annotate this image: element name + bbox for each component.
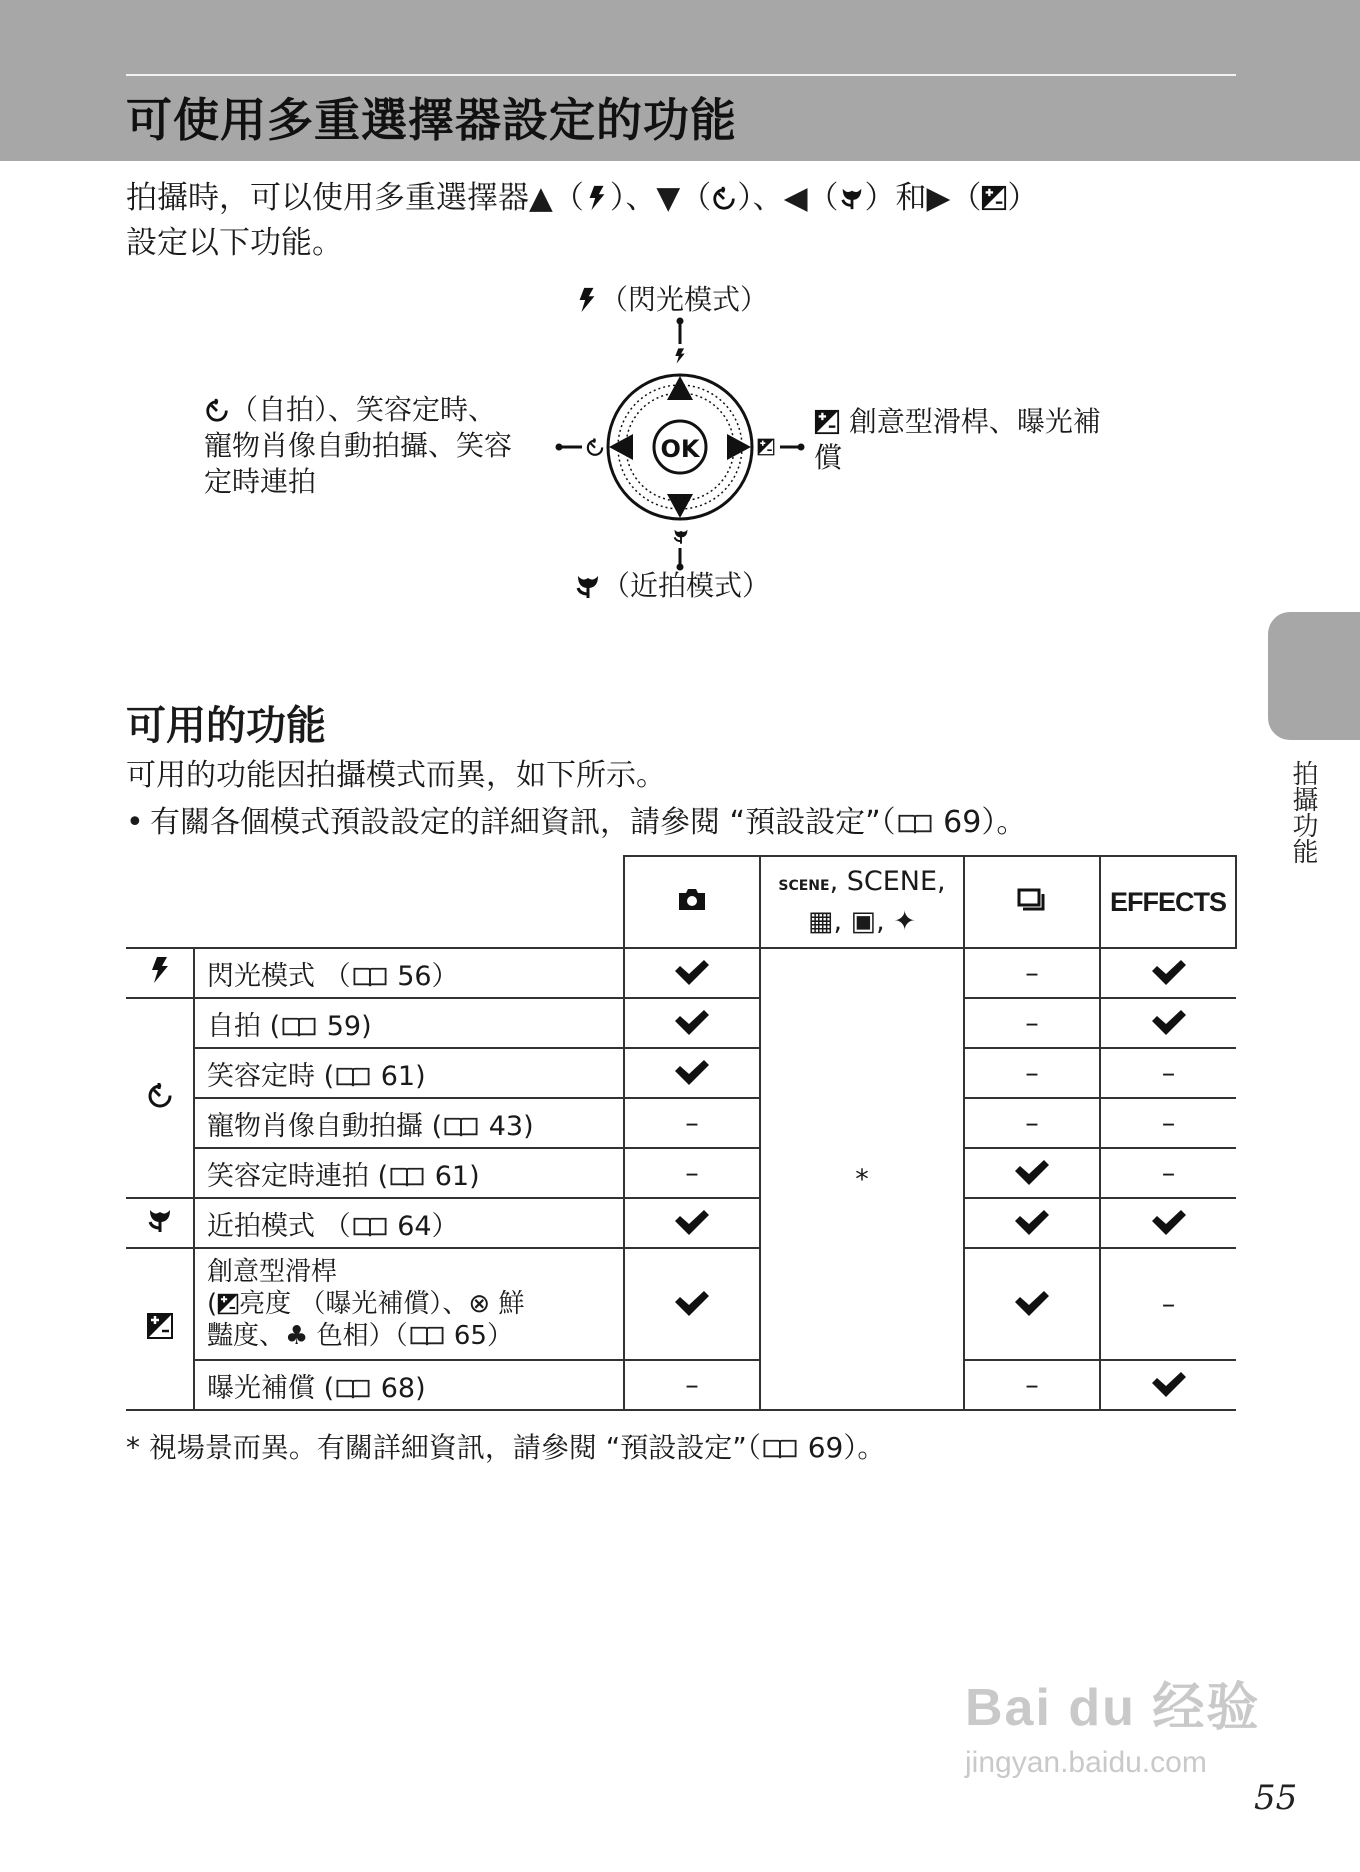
book-icon: [280, 1016, 318, 1038]
multi-selector-diagram: [0, 270, 1360, 620]
macro-icon: [574, 572, 602, 600]
flash-mode-label: （閃光模式）: [574, 282, 768, 318]
table-header-row: [126, 856, 1236, 948]
exposure-icon: [217, 1293, 239, 1315]
check-icon: [1012, 1159, 1052, 1187]
table-row: 自拍 ( 59) –: [126, 998, 1236, 1048]
check-icon: [1012, 1290, 1052, 1318]
exposure-icon: [981, 185, 1007, 211]
chapter-label: 拍攝功能: [1288, 760, 1318, 864]
section-paragraph: 可用的功能因拍攝模式而異，如下所示。: [126, 758, 666, 793]
self-timer-icon: [146, 1081, 174, 1109]
scene-auto-icon: SCENE: [778, 878, 830, 894]
table-row: 曝光補償 ( 68) – –: [126, 1360, 1236, 1410]
scene-column-cell: *: [760, 948, 964, 1410]
down-triangle-icon: ▼: [656, 180, 681, 216]
functions-table: [126, 855, 1237, 1411]
header-rule: [126, 74, 1236, 76]
right-triangle-icon: ▶: [926, 180, 951, 216]
continuous-icon: [1017, 886, 1047, 912]
flash-icon: [584, 185, 610, 211]
page-title: 可使用多重選擇器設定的功能: [126, 93, 737, 147]
table-row: 閃光模式 （ 56） * –: [126, 948, 1236, 998]
table-row: 笑容定時 ( 61) – –: [126, 1048, 1236, 1098]
macro-icon: [146, 1206, 174, 1234]
check-icon: [1149, 1009, 1189, 1037]
macro-mode-label: （近拍模式）: [574, 568, 770, 604]
chapter-tab: [1268, 612, 1360, 740]
page-number: 55: [1254, 1778, 1298, 1818]
section-heading: 可用的功能: [126, 703, 326, 749]
self-timer-label: （自拍）、笑容定時、 寵物肖像自動拍攝、笑容 定時連拍: [204, 393, 513, 498]
up-triangle-icon: ▲: [529, 180, 553, 216]
table-row: 創意型滑桿 ( 亮度 （曝光補償）、⊗ 鮮 豔度、♣ 色相）（ 65） –: [126, 1248, 1236, 1360]
check-icon: [1149, 1209, 1189, 1237]
self-timer-icon: [711, 185, 737, 211]
check-icon: [672, 1009, 712, 1037]
book-icon: [351, 966, 389, 988]
book-icon: [351, 1216, 389, 1238]
exposure-label: 創意型滑桿、曝光補 償: [814, 405, 1101, 474]
table-row: 寵物肖像自動拍攝 ( 43) – – –: [126, 1098, 1236, 1148]
table-row: 笑容定時連拍 ( 61) – –: [126, 1148, 1236, 1198]
book-icon: [334, 1378, 372, 1400]
book-icon: [442, 1116, 480, 1138]
bullet-item: • 有關各個模式預設設定的詳細資訊，請參閱 “預設設定”（ 69）。: [126, 805, 1027, 840]
intro-paragraph: 拍攝時，可以使用多重選擇器▲（ ）、▼（ ）、◀（ ）和▶（ ） 設定以下功能。: [126, 180, 1039, 261]
book-icon: [896, 813, 934, 835]
check-icon: [672, 1209, 712, 1237]
book-icon: [334, 1066, 372, 1088]
auto-mode-header: [624, 856, 760, 948]
table-row: 近拍模式 （ 64）: [126, 1198, 1236, 1248]
footnote: * 視場景而異。有關詳細資訊，請參閱 “預設設定”（ 69）。: [126, 1431, 886, 1464]
baidu-watermark: Bai du 经验 jingyan.baidu.com: [965, 1679, 1261, 1779]
exposure-icon: [146, 1312, 174, 1340]
ok-button-label: OK: [660, 435, 700, 463]
camera-icon: [677, 886, 707, 912]
book-icon: [408, 1325, 446, 1347]
check-icon: [1149, 959, 1189, 987]
macro-icon: [839, 185, 865, 211]
check-icon: [672, 959, 712, 987]
flash-icon: [574, 287, 600, 313]
left-triangle-icon: ◀: [783, 180, 808, 216]
scene-mode-header: SCENE, SCENE, ▦, ▣, ✦: [760, 856, 964, 948]
hue-icon: ♣: [285, 1321, 309, 1351]
check-icon: [672, 1290, 712, 1318]
book-icon: [388, 1166, 426, 1188]
page-header: [0, 0, 1360, 161]
book-icon: [761, 1438, 799, 1460]
vividness-icon: ⊗: [468, 1289, 491, 1319]
exposure-icon: [814, 409, 840, 435]
flash-icon: [148, 956, 172, 984]
self-timer-icon: [204, 397, 230, 423]
effects-header: EFFECTS: [1100, 856, 1236, 948]
check-icon: [672, 1059, 712, 1087]
scene-icons: ▦, ▣, ✦: [808, 906, 916, 937]
continuous-header: [964, 856, 1100, 948]
check-icon: [1149, 1371, 1189, 1399]
check-icon: [1012, 1209, 1052, 1237]
